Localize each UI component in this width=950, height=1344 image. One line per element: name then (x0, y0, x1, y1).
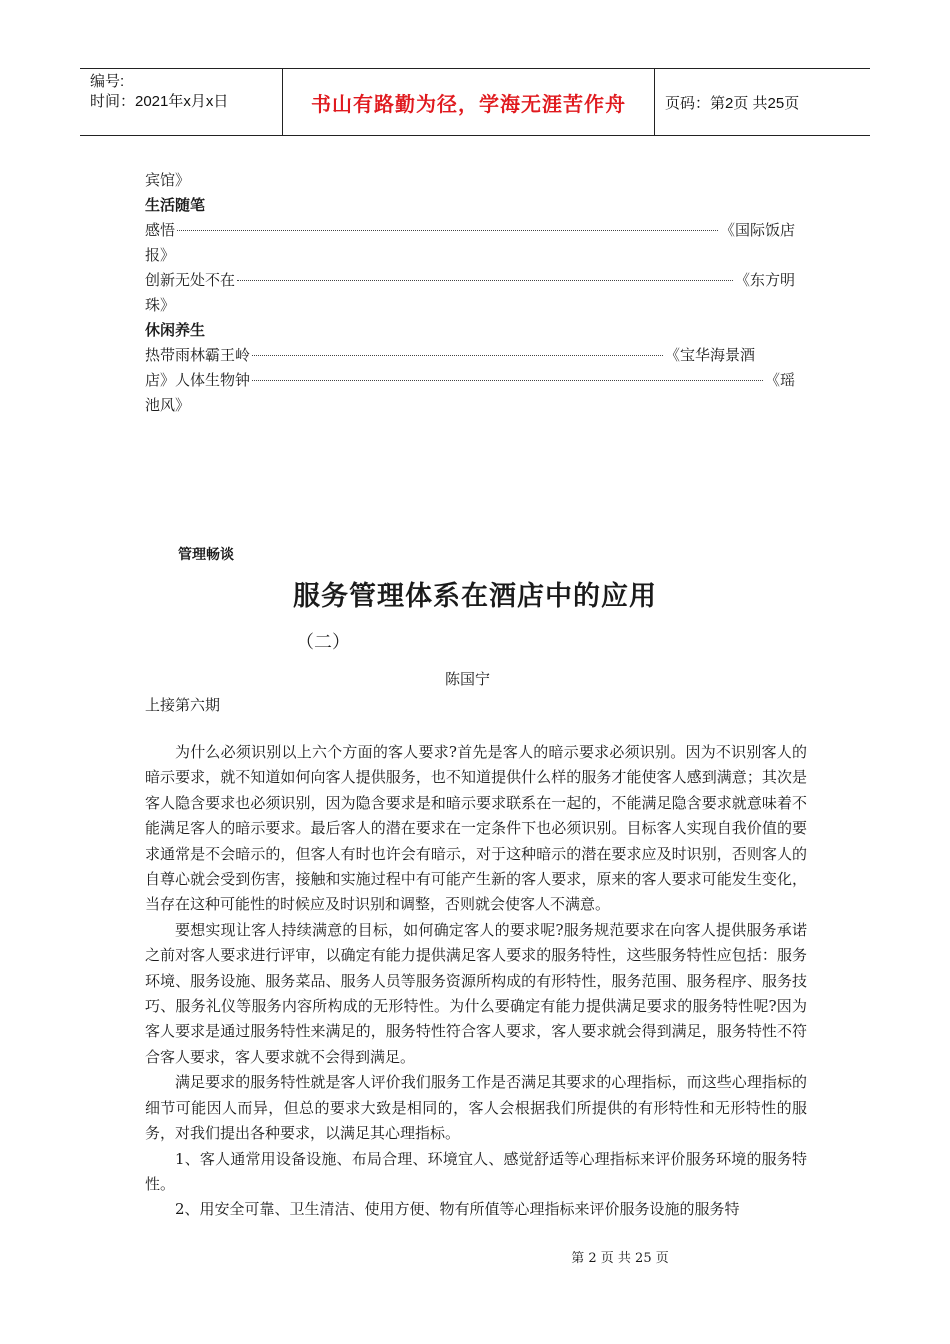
toc-section-heading: 生活随笔 (145, 196, 206, 214)
doc-date: 时间：2021年x月x日 (90, 93, 229, 110)
toc-entry-source: 《宝华海景酒 (664, 346, 755, 364)
toc-entry-title: 店》人体生物钟 (145, 371, 251, 389)
toc-entry (145, 268, 795, 293)
dot-leader (177, 229, 718, 231)
dot-leader (237, 279, 733, 281)
dot-leader (252, 354, 663, 356)
toc-entry-source: 《瑶 (764, 371, 795, 389)
dot-leader (252, 379, 763, 381)
toc-section-heading: 休闲养生 (145, 321, 206, 339)
doc-number-label: 编号: (90, 73, 125, 90)
article-title: 服务管理体系在酒店中的应用 (293, 581, 657, 612)
toc-entry-title: 创新无处不在 (145, 271, 236, 289)
article-body (145, 740, 807, 1223)
header-page-info: 页码：第2页 共25页 (665, 94, 800, 112)
header-meta (80, 69, 282, 135)
toc-entry-source-cont: 报》 (145, 246, 176, 264)
toc-entry-source-cont: 珠》 (145, 296, 176, 314)
toc-entry-title: 热带雨林霸王岭 (145, 346, 251, 364)
paragraph: 1、客人通常用设备设施、布局合理、环境宜人、感觉舒适等心理指标来评价服务环境的服务特性。 (145, 1149, 807, 1193)
table-of-contents (145, 168, 795, 418)
toc-entry (145, 343, 755, 368)
toc-carry-over: 宾馆》 (145, 171, 191, 189)
toc-entry (145, 218, 795, 243)
article-author: 陈国宁 (444, 670, 490, 688)
toc-entry-source: 《国际饭店 (719, 221, 795, 239)
toc-entry (145, 368, 795, 393)
article-subtitle: （二） (296, 632, 350, 653)
continued-note: 上接第六期 (145, 696, 221, 714)
paragraph: 为什么必须识别以上六个方面的客人要求?首先是客人的暗示要求必须识别。因为不识别客人的暗示要求，就不知道如何向客人提供服务，也不知道提供什么样的服务才能使客人感到满意；其次是客人隐含要求也必须识别，因为隐含要求是和暗示要求联系在一起的，不能满足隐含要求就意味着不能满足客人的暗示要求。最后客人的潜在要求在一定条件下也必须识别。目标客人实现自我价值的要求通常是不会暗示的，但客人有时也许会有暗示，对于这种暗示的潜在要求应及时识别，否则客人的自尊心就会受到伤害，接触和实施过程中有可能产生新的客人要求，原来的客人要求可能发生变化，当存在这种可能性的时候应及时识别和调整，否则就会使客人不满意。 (145, 743, 807, 914)
toc-entry-source: 《东方明 (734, 271, 795, 289)
column-label: 管理畅谈 (178, 547, 234, 563)
toc-entry-title: 感悟 (145, 221, 176, 239)
paragraph: 满足要求的服务特性就是客人评价我们服务工作是否满足其要求的心理指标，而这些心理指标的细节可能因人而异，但总的要求大致是相同的，客人会根据我们所提供的有形特性和无形特性的服务，对我们提出各种要求，以满足其心理指标。 (145, 1073, 807, 1143)
page-header (80, 68, 870, 136)
page-footer: 第 2 页 共 25 页 (571, 1251, 669, 1266)
toc-entry-source-cont: 池风》 (145, 396, 191, 414)
paragraph: 要想实现让客人持续满意的目标，如何确定客人的要求呢?服务规范要求在向客人提供服务承诺之前对客人要求进行评审，以确定有能力提供满足客人要求的服务特性，这些服务特性应包括：服务环境、服务设施、服务菜品、服务人员等服务资源所构成的有形特性，服务范围、服务程序、服务技巧、服务礼仪等服务内容所构成的无形特性。为什么要确定有能力提供满足要求的服务特性呢?因为客人要求是通过服务特性来满足的，服务特性符合客人要求，客人要求就会得到满足，服务特性不符合客人要求，客人要求就不会得到满足。 (145, 920, 807, 1066)
paragraph: 2、用安全可靠、卫生清洁、使用方便、物有所值等心理指标来评价服务设施的服务特 (175, 1200, 740, 1219)
header-motto: 书山有路勤为径，学海无涯苦作舟 (282, 69, 655, 135)
